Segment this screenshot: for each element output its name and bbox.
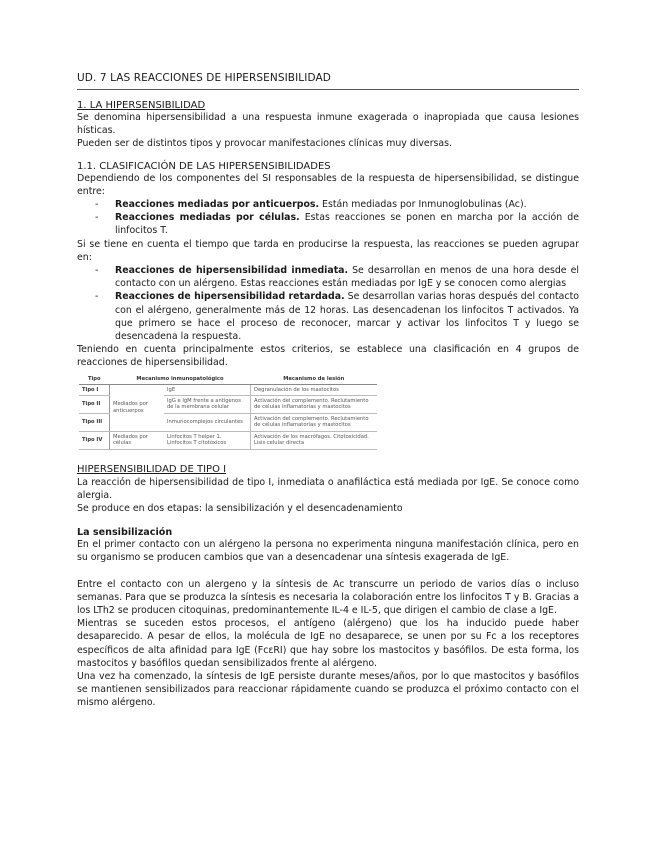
list-item: - Reacciones mediadas por células. Estas reacciones se ponen en marcha por la acción de linfocitos T. [95, 212, 579, 237]
paragraph: Si se tiene en cuenta el tiempo que tarda en producirse la respuesta, las reacciones se pueden agrupar en: [77, 238, 579, 263]
section-heading-tipo-i: HIPERSENSIBILIDAD DE TIPO I [77, 463, 227, 475]
paragraph: Teniendo en cuenta principalmente estos criterios, se establece una clasificación en 4 grupos de reacciones de hipersensibilidad. [77, 344, 579, 369]
paragraph: Pueden ser de distintos tipos y provocar manifestaciones clínicas muy diversas. [77, 138, 453, 150]
list-by-time [77, 264, 579, 343]
subheading-sensibilizacion: La sensibilización [77, 527, 173, 539]
list-by-component [77, 198, 579, 238]
paragraph: Dependiendo de los componentes del SI responsables de la respuesta de hipersensibilidad, se distingue entre: [77, 172, 579, 197]
table-row: Tipo IV Mediados por células Linfocitos T helper 1. Linfocitos T citotóxicos Activación de los macrófagos. Citotoxicidad. Lisis celular directa [79, 431, 377, 449]
classification-table [79, 374, 377, 450]
section-heading-hipersensibilidad: 1. LA HIPERSENSIBILIDAD [77, 100, 206, 111]
paragraph: Mientras se suceden estos procesos, el antígeno (alérgeno) que los ha inducido puede haber desaparecido. A pesar de ellos, la molécula de IgE no desaparece, se unen por su Fc a los receptores específicos de alta afinidad para IgE (FcεRI) que hay sobre los mastocitos y basófilos. De esta forma, los mastocitos y basófilos quedan sensibilizados frente al alérgeno. [77, 618, 579, 669]
paragraph: Se denomina hipersensibilidad a una respuesta inmune exagerada o inapropiada que causa lesiones hísticas. [77, 112, 579, 137]
paragraph: Entre el contacto con un alergeno y la síntesis de Ac transcurre un periodo de varios días o incluso semanas. Para que se produzca la síntesis es necesaria la colaboración entre los linfocitos T y B. Gracias a los LTh2 se producen citoquinas, predominantemente IL-4 e IL-5, que dirigen el cambio de clase a IgE. [77, 578, 579, 616]
list-item: - Reacciones de hipersensibilidad retardada. Se desarrollan varias horas después del contacto con el alérgeno, generalmente más de 12 horas. Las desencadenan los linfocitos T activados. Ya que primero se hace el proceso de reconocer, marcar y activar los linfocitos T y luego se desencadena la respuesta. [95, 291, 579, 343]
section-heading-clasificacion: 1.1. CLASIFICACIÓN DE LAS HIPERSENSIBILIDADES [77, 160, 331, 172]
mech-group-cells: Mediados por células [110, 431, 165, 449]
table-header: Tipo [79, 374, 110, 385]
table-header: Mecanismo inmunopatológico [110, 374, 251, 385]
document-title: UD. 7 LAS REACCIONES DE HIPERSENSIBILIDAD [77, 72, 579, 90]
table-row: Tipo III Inmunocomplejos circulantes Activación del complemento. Reclutamiento de células inflamatorias y mastocitos [79, 413, 377, 431]
list-item: - Reacciones mediadas por anticuerpos. Están mediadas por Inmunoglobulinas (Ac). [95, 199, 527, 211]
table-row: Tipo II IgG e IgM frente a antígenos de la membrana celular Activación del complemento. Reclutamiento de células inflamatorias y mastocitos [79, 396, 377, 414]
paragraph: Una vez ha comenzado, la síntesis de IgE persiste durante meses/años, por lo que mastocitos y basófilos se mantienen sensibilizados para reaccionar rápidamente cuando se produzca el próximo contacto con el mismo alérgeno. [77, 670, 579, 709]
paragraph: En el primer contacto con un alérgeno la persona no experimenta ninguna manifestación clínica, pero en su organismo se producen cambios que van a desencadenar una síntesis exagerada de IgE. [77, 539, 579, 564]
table-header: Mecanismo de lesión [251, 374, 378, 385]
list-item: - Reacciones de hipersensibilidad inmediata. Se desarrollan en menos de una hora desde el contacto con un alérgeno. Estas reacciones están mediadas por IgE y se conocen como alergias [95, 265, 579, 290]
mech-group-antibodies: Mediados por anticuerpos [110, 384, 165, 431]
table-row: Tipo I Mediados por anticuerpos IgE Degranulación de los mastocitos [79, 384, 377, 395]
paragraph: La reacción de hipersensibilidad de tipo I, inmediata o anafiláctica está mediada por IgE. Se conoce como alergia. [77, 476, 579, 501]
spacer [77, 565, 579, 578]
document-page [77, 72, 579, 710]
paragraph: Se produce en dos etapas: la sensibilización y el desencadenamiento [77, 502, 403, 514]
table-header-row [79, 374, 377, 385]
